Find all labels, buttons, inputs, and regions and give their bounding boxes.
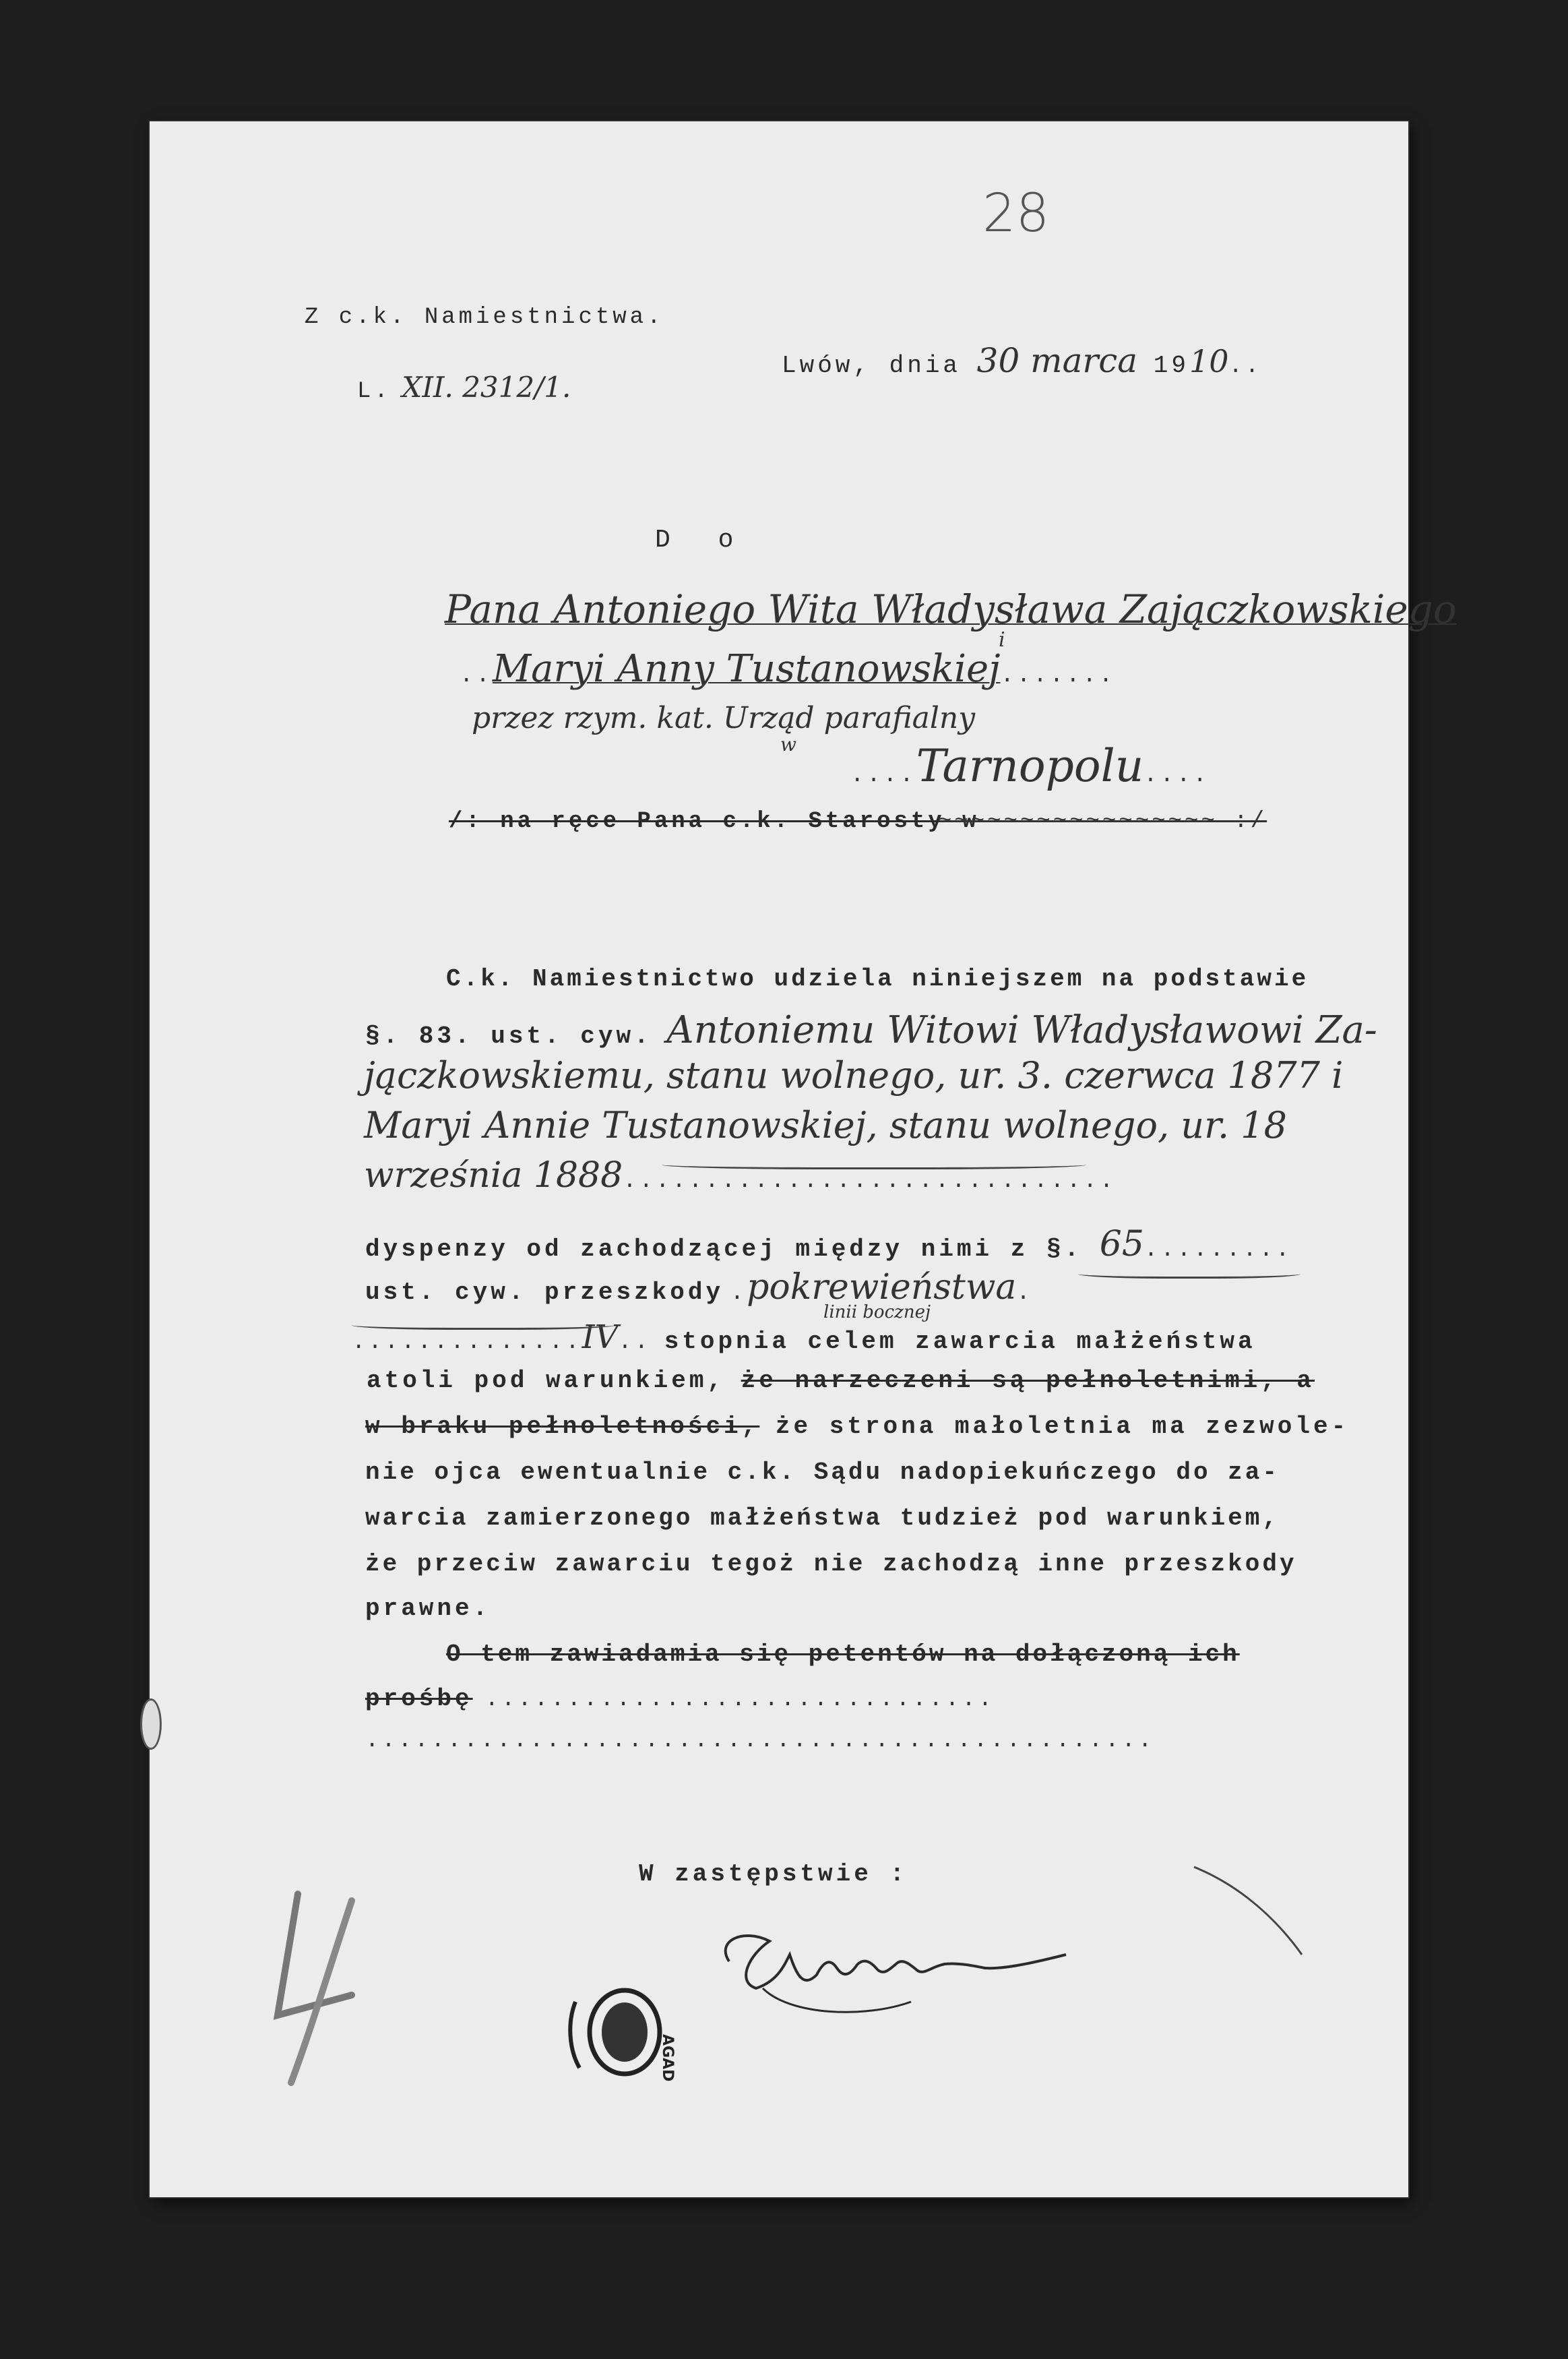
body-line-7-above: linii bocznej bbox=[823, 1302, 931, 1322]
year-prefix: 19 bbox=[1153, 352, 1189, 379]
signature bbox=[689, 1901, 1093, 2035]
body-line-5: września 1888.............................. bbox=[364, 1155, 1117, 1196]
body-line-11: nie ojca ewentualnie c.k. Sądu nadopiekuńczego do za- bbox=[365, 1459, 1280, 1486]
body-line-8-typed: stopnia celem zawarcia małżeństwa bbox=[664, 1328, 1256, 1355]
body-line-2-typed: §. 83. ust. cyw. bbox=[365, 1022, 652, 1050]
body-line-7: ust. cyw. przeszkody .pokrewieństwa. bbox=[365, 1267, 1033, 1308]
punch-hole-mark bbox=[140, 1698, 162, 1750]
document-page: 28 Z c.k. Namiestnictwa. L. XII. 2312/1. Lwów, dnia 30 marca 1910.. D o Pana Antoniego Wita Władysława Zajączkowskiego i ..Maryi Anny Tustanowskiej....... przez rzym. kat. Urząd parafialny w ....Tarnopolu.... /: na ręce Pana c.k. Starosty w ~~~~~~~~~~~~~~~~~ :/ C.k. Namiestnictwo udziela niniejszem na podstawie §. 83. ust. cyw. Antoniemu Witowi Władysławowi Za- jączkowskiemu, stanu wolnego, ur. 3. czerwca 1877 i Maryi Annie Tustanowskiej, stanu wolnego, ur. 18 września 1888.............................. dyspenzy od zachodzącej między nimi z §. 65......... linii bocznej ust. cyw. przeszkody .pokrewieństwa. ..............IV.. stopnia celem zawarcia małżeństwa atoli pod warunkiem, że narzeczeni są pełnoletnimi, a w braku pełnoletności, że strona małoletnia ma zezwole- nie ojca ewentualnie c.k. Sądu nadopiekuńczego do za- warcia zamierzonego małżeństwa tudzież pod warunkiem, że przeciw zawarciu tegoż nie zachodzą inne przeszkody prawne. O tem zawiadamia się petentów na dołączoną ich prośbę ............................... ................................................ W zastępstwie : AGAD bbox=[150, 121, 1408, 2197]
body-line-16-struck: prośbę bbox=[365, 1685, 473, 1713]
body-line-14: prawne. bbox=[365, 1595, 491, 1622]
body-line-15-struck: O tem zawiadamia się petentów na dołączoną ich bbox=[446, 1641, 1240, 1668]
body-line-6: dyspenzy od zachodzącej między nimi z §. 65......... bbox=[365, 1224, 1292, 1264]
year-handwritten: 10 bbox=[1189, 343, 1229, 379]
closing-label: W zastępstwie : bbox=[639, 1860, 908, 1888]
body-line-3: jączkowskiemu, stanu wolnego, ur. 3. czerwca 1877 i bbox=[364, 1054, 1344, 1097]
body-line-2-handwritten: Antoniemu Witowi Władysławowi Za- bbox=[666, 1008, 1377, 1052]
body-line-4: Maryi Annie Tustanowskiej, stanu wolnego, ur. 18 bbox=[364, 1104, 1288, 1146]
place-date-prefix: Lwów, dnia bbox=[782, 352, 962, 379]
body-line-10-struck: w braku pełnoletności, bbox=[365, 1413, 760, 1440]
body-line-8-handwritten: IV bbox=[582, 1318, 619, 1356]
addressee-line-2-text: Maryi Anny Tustanowskiej bbox=[492, 647, 1001, 691]
body-line-6-handwritten: 65 bbox=[1099, 1224, 1144, 1264]
reference-number bbox=[357, 371, 571, 404]
svg-text:AGAD: AGAD bbox=[659, 2034, 676, 2082]
body-line-16: prośbę ............................... bbox=[365, 1685, 995, 1713]
addressee-place: Tarnopolu bbox=[916, 740, 1144, 792]
body-line-8: ..............IV.. stopnia celem zawarcia małżeństwa bbox=[352, 1318, 1256, 1356]
reference-prefix: L. bbox=[357, 379, 391, 404]
issuing-office: Z c.k. Namiestnictwa. bbox=[305, 305, 664, 330]
body-line-7-typed: ust. cyw. przeszkody bbox=[365, 1279, 724, 1306]
body-line-7-handwritten: pokrewieństwa bbox=[747, 1267, 1017, 1308]
body-line-9 bbox=[367, 1367, 1315, 1395]
addressee-line-1: Pana Antoniego Wita Władysława Zajączkowskiego bbox=[445, 586, 1457, 632]
folio-number: 28 bbox=[982, 183, 1050, 244]
body-line-13: że przeciw zawarciu tegoż nie zachodzą inne przeszkody bbox=[365, 1550, 1297, 1578]
body-line-10 bbox=[365, 1413, 1349, 1440]
reference-number-handwritten: XII. 2312/1. bbox=[402, 371, 571, 404]
body-line-1: C.k. Namiestnictwo udziela niniejszem na podstawie bbox=[446, 965, 1309, 993]
addressee-line-3: przez rzym. kat. Urząd parafialny bbox=[472, 701, 976, 735]
archive-stamp bbox=[561, 1982, 675, 2083]
addressee-do: D o bbox=[655, 526, 750, 555]
body-line-12: warcia zamierzonego małżeństwa tudzież pod warunkiem, bbox=[365, 1504, 1280, 1532]
margin-pencil-mark bbox=[251, 1880, 385, 2096]
body-line-6-typed: dyspenzy od zachodzącej między nimi z §. bbox=[365, 1235, 1083, 1263]
diagonal-ink-stroke bbox=[1187, 1854, 1322, 1961]
date-handwritten: 30 marca bbox=[976, 341, 1138, 380]
body-line-5-handwritten: września 1888 bbox=[364, 1155, 623, 1196]
addressee-line-4: ....Tarnopolu.... bbox=[850, 740, 1210, 792]
addressee-line-2: ..Maryi Anny Tustanowskiej....... bbox=[460, 647, 1116, 691]
place-date: Lwów, dnia 30 marca 1910.. bbox=[782, 341, 1262, 380]
struck-starosta-line: /: na ręce Pana c.k. Starosty w bbox=[449, 809, 980, 834]
addressee-w: w bbox=[780, 733, 796, 756]
body-line-2 bbox=[365, 1008, 1377, 1052]
addressee-conjunction: i bbox=[999, 628, 1005, 652]
body-line-9-typed: atoli pod warunkiem, bbox=[367, 1367, 726, 1395]
body-line-9-struck: że narzeczeni są pełnoletnimi, a bbox=[741, 1367, 1315, 1395]
body-line-10-typed: że strona małoletnia ma zezwole- bbox=[775, 1413, 1350, 1440]
